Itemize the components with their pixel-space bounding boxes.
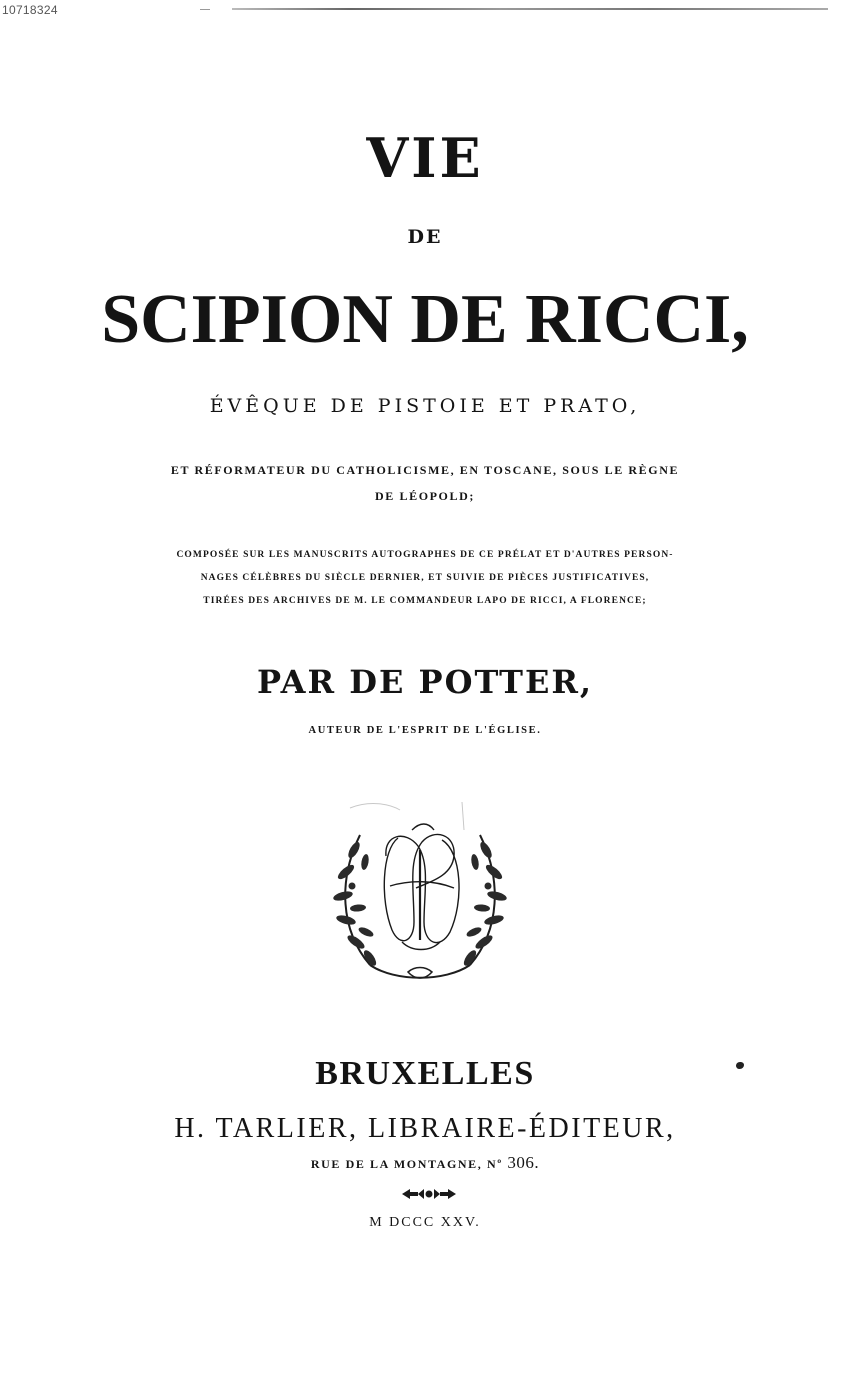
printer-ornament-icon (400, 1187, 458, 1201)
title-word-vie: VIE (366, 126, 484, 190)
composition-line-1: COMPOSÉE SUR LES MANUSCRITS AUTOGRAPHES DE CE PRÉLAT ET D'AUTRES PERSON- (176, 550, 674, 560)
author-note: AUTEUR DE L'ESPRIT DE L'ÉGLISE. (308, 725, 542, 736)
description-line-1: ET RÉFORMATEUR DU CATHOLICISME, EN TOSCANE, SOUS LE RÈGNE (170, 463, 680, 477)
address-street: RUE DE LA MONTAGNE, Nº (310, 1157, 503, 1171)
author-name: PAR DE POTTER, (256, 663, 594, 701)
subtitle: ÉVÊQUE DE PISTOIE ET PRATO, (209, 395, 641, 417)
imprint-address (0, 1154, 850, 1173)
composition-line-2: NAGES CÉLÈBRES DU SIÈCLE DERNIER, ET SUIVIE DE PIÈCES JUSTIFICATIVES, (200, 573, 650, 583)
monogram-wreath-icon (330, 790, 510, 985)
title-word-de: DE (407, 226, 443, 248)
imprint-city: BRUXELLES (315, 1055, 535, 1092)
imprint-year: M DCCC XXV. (369, 1215, 481, 1230)
top-edge-dash (200, 9, 210, 10)
description-line-2: DE LÉOPOLD; (375, 489, 475, 503)
address-number: 306. (507, 1153, 540, 1172)
page-id-stamp: 10718324 (2, 3, 58, 17)
title-name: SCIPION DE RICCI, (101, 281, 749, 358)
composition-line-3: TIRÉES DES ARCHIVES DE M. LE COMMANDEUR LAPO DE RICCI, A FLORENCE; (203, 596, 647, 606)
top-edge-rule (232, 8, 828, 10)
imprint-publisher: H. TARLIER, LIBRAIRE-ÉDITEUR, (174, 1113, 676, 1144)
